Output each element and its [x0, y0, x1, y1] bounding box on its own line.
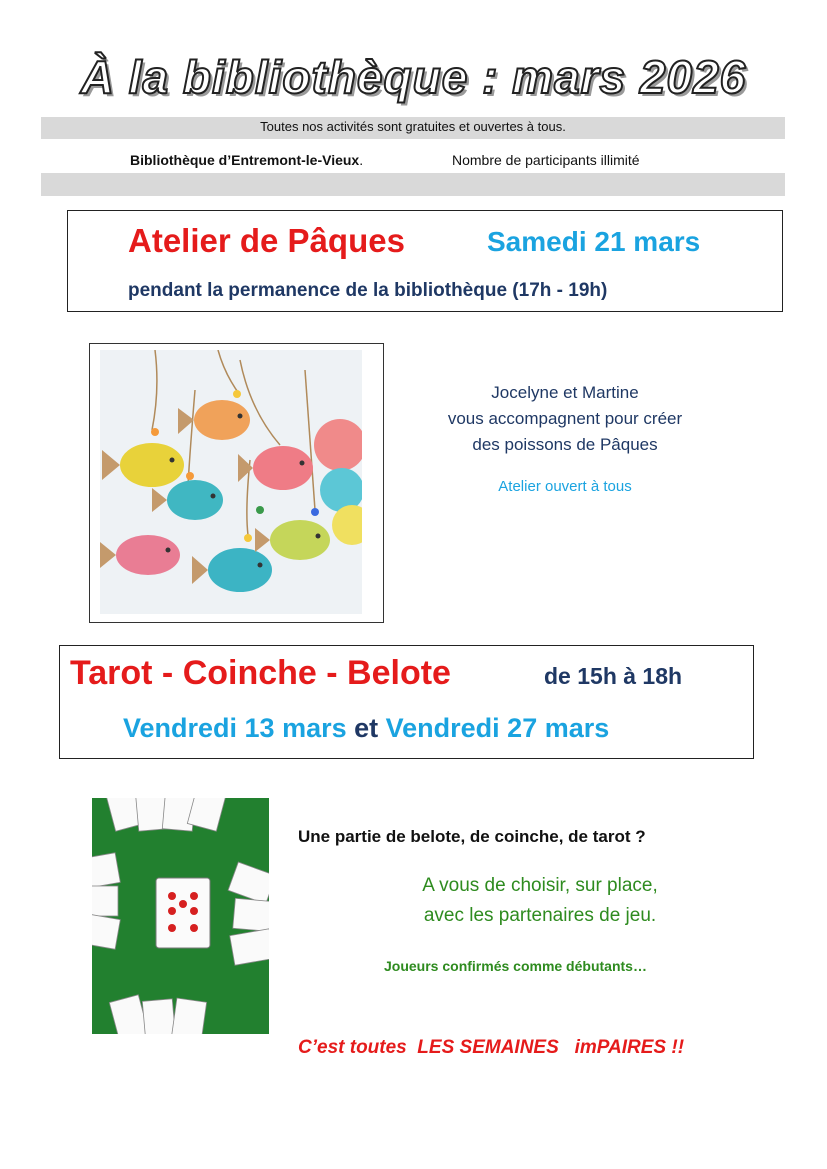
atelier-open-note: Atelier ouvert à tous — [498, 478, 632, 495]
cards-time: de 15h à 18h — [544, 663, 683, 689]
atelier-subtitle: pendant la permanence de la bibliothèque (17h - 19h) — [128, 280, 608, 301]
library-name: Bibliothèque d’Entremont-le-Vieux — [130, 152, 360, 168]
participants-note: Nombre de participants illimité — [452, 152, 640, 168]
gray-band-bottom — [41, 173, 785, 196]
cards-choice-line1: A vous de choisir, sur place, — [422, 875, 658, 896]
atelier-title: Atelier de Pâques — [128, 222, 405, 259]
cards-players-note: Joueurs confirmés comme débutants… — [384, 958, 647, 974]
atelier-date: Samedi 21 mars — [487, 226, 701, 257]
cards-date2: Vendredi 27 mars — [385, 713, 610, 743]
playing-cards-photo — [92, 798, 269, 1034]
atelier-desc-line3: des poissons de Pâques — [472, 435, 658, 454]
page-title: À la bibliothèque : mars 2026 — [80, 51, 747, 103]
cards-dates — [123, 713, 609, 744]
cards-choice-line2: avec les partenaires de jeu. — [423, 905, 657, 926]
cards-weeks-note: C’est toutes LES SEMAINES imPAIRES !! — [298, 1037, 685, 1058]
playing-cards-illustration — [92, 798, 269, 1034]
fish-craft-illustration — [100, 350, 362, 614]
cards-date1: Vendredi 13 mars — [123, 713, 347, 743]
atelier-desc-line2: vous accompagnent pour créer — [447, 409, 683, 428]
free-activities-note: Toutes nos activités sont gratuites et ouvertes à tous. — [260, 119, 566, 134]
cards-question: Une partie de belote, de coinche, de tarot ? — [298, 827, 646, 846]
cards-title: Tarot - Coinche - Belote — [70, 654, 451, 692]
cards-and: et — [346, 713, 386, 743]
library-name-suffix: . — [359, 152, 364, 168]
atelier-desc-line1: Jocelyne et Martine — [491, 383, 639, 402]
fish-craft-photo — [89, 343, 384, 623]
library-name-line — [130, 152, 363, 168]
